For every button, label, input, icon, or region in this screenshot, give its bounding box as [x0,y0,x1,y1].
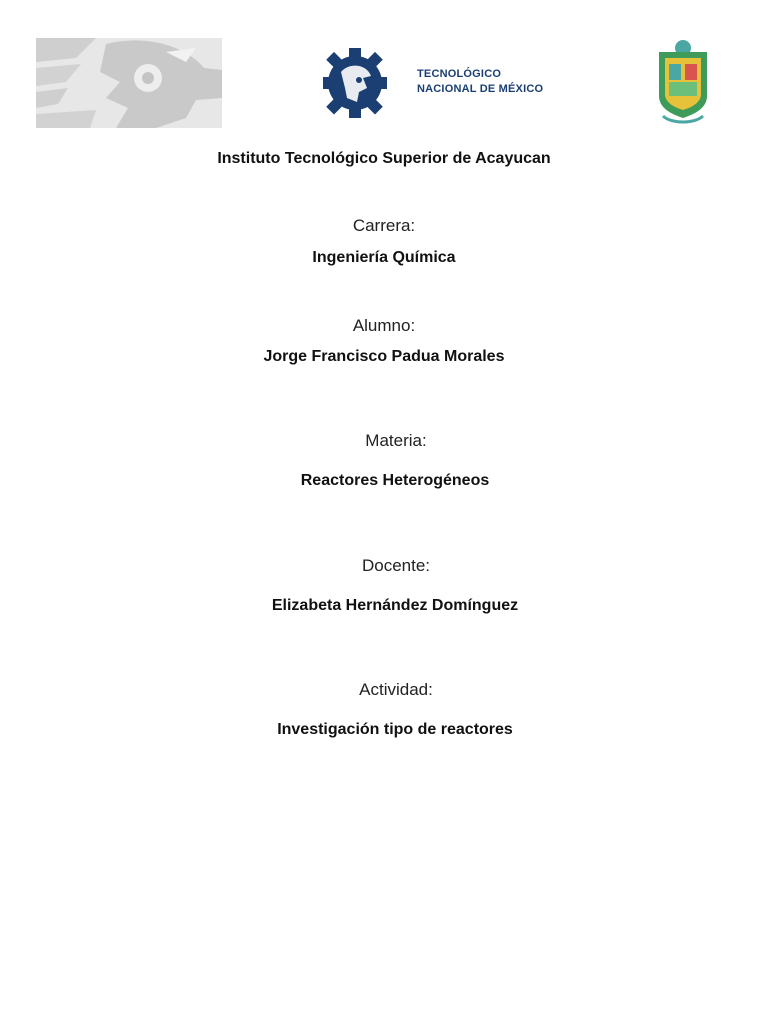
subject-value: Reactores Heterogéneos [300,472,490,489]
activity-label: Actividad: [359,680,433,699]
tecnm-line2: NACIONAL DE MÉXICO [417,83,544,95]
itsa-crest-logo [655,38,711,124]
student-value: Jorge Francisco Padua Morales [263,348,505,365]
career-value: Ingeniería Química [312,249,456,266]
gear-emblem-icon [323,42,387,124]
institution-title: Instituto Tecnológico Superior de Acayucan [217,150,551,167]
subject-label: Materia: [365,431,427,450]
tecnm-line1: TECNOLÓGICO [417,68,502,80]
teacher-label: Docente: [361,556,431,575]
student-label: Alumno: [352,316,416,335]
profile-logo-icon [36,38,222,128]
activity-value: Investigación tipo de reactores [277,721,513,738]
teacher-value: Elizabeta Hernández Domínguez [271,597,519,614]
sep-watermark-logo [36,38,222,128]
career-label: Carrera: [352,216,416,235]
tecnm-logo [323,42,544,124]
crest-icon [655,38,711,124]
